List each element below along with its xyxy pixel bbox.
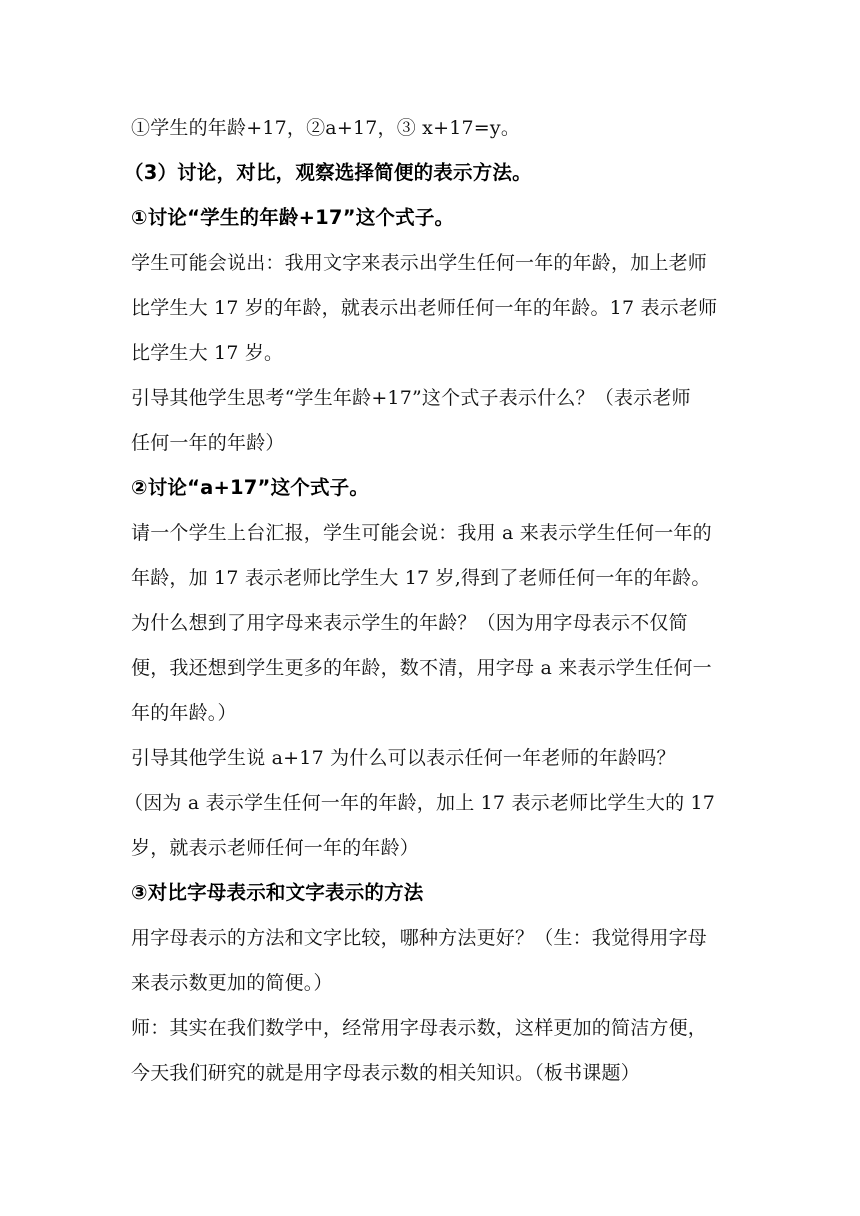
paragraph-line: 来表示数更加的简便。） [131,972,333,994]
paragraph-line: （因为 a 表示学生任何一年的年龄，加上 17 表示老师比学生大的 17 [124,792,716,814]
paragraph-line: 今天我们研究的就是用字母表示数的相关知识。（板书课题） [131,1062,640,1084]
text-line-answers: ①学生的年龄+17，②a+17，③ x+17=y。 [131,117,521,139]
paragraph-line: 便，我还想到学生更多的年龄，数不清，用字母 a 来表示学生任何一 [131,657,712,679]
paragraph-line: 年龄，加 17 表示老师比学生大 17 岁,得到了老师任何一年的年龄。 [131,567,711,589]
paragraph-line: 为什么想到了用字母来表示学生的年龄？（因为用字母表示不仅简 [131,612,688,634]
paragraph-line: 师：其实在我们数学中，经常用字母表示数，这样更加的简洁方便， [131,1017,708,1039]
paragraph-line: 比学生大 17 岁的年龄，就表示出老师任何一年的年龄。17 表示老师 [131,297,718,319]
paragraph-line: 引导其他学生思考“学生年龄+17”这个式子表示什么？（表示老师 [131,387,691,409]
paragraph-line: 年的年龄。） [131,702,237,724]
paragraph-line: 请一个学生上台汇报，学生可能会说：我用 a 来表示学生任何一年的 [131,522,712,544]
paragraph-line: 比学生大 17 岁。 [131,342,284,364]
subheading-3: ③对比字母表示和文字表示的方法 [131,881,424,904]
paragraph-line: 引导其他学生说 a+17 为什么可以表示任何一年老师的年龄吗？ [131,747,676,769]
paragraph-line: 岁，就表示老师任何一年的年龄） [131,837,420,859]
section-heading-3: （3）讨论，对比，观察选择简便的表示方法。 [124,161,532,184]
paragraph-line: 用字母表示的方法和文字比较，哪种方法更好？（生：我觉得用字母 [131,927,708,949]
paragraph-line: 学生可能会说出：我用文字来表示出学生任何一年的年龄，加上老师 [131,252,708,274]
paragraph-line: 任何一年的年龄） [131,432,285,454]
subheading-2: ②讨论“a+17”这个式子。 [131,476,370,499]
subheading-1: ①讨论“学生的年龄+17”这个式子。 [131,206,455,229]
